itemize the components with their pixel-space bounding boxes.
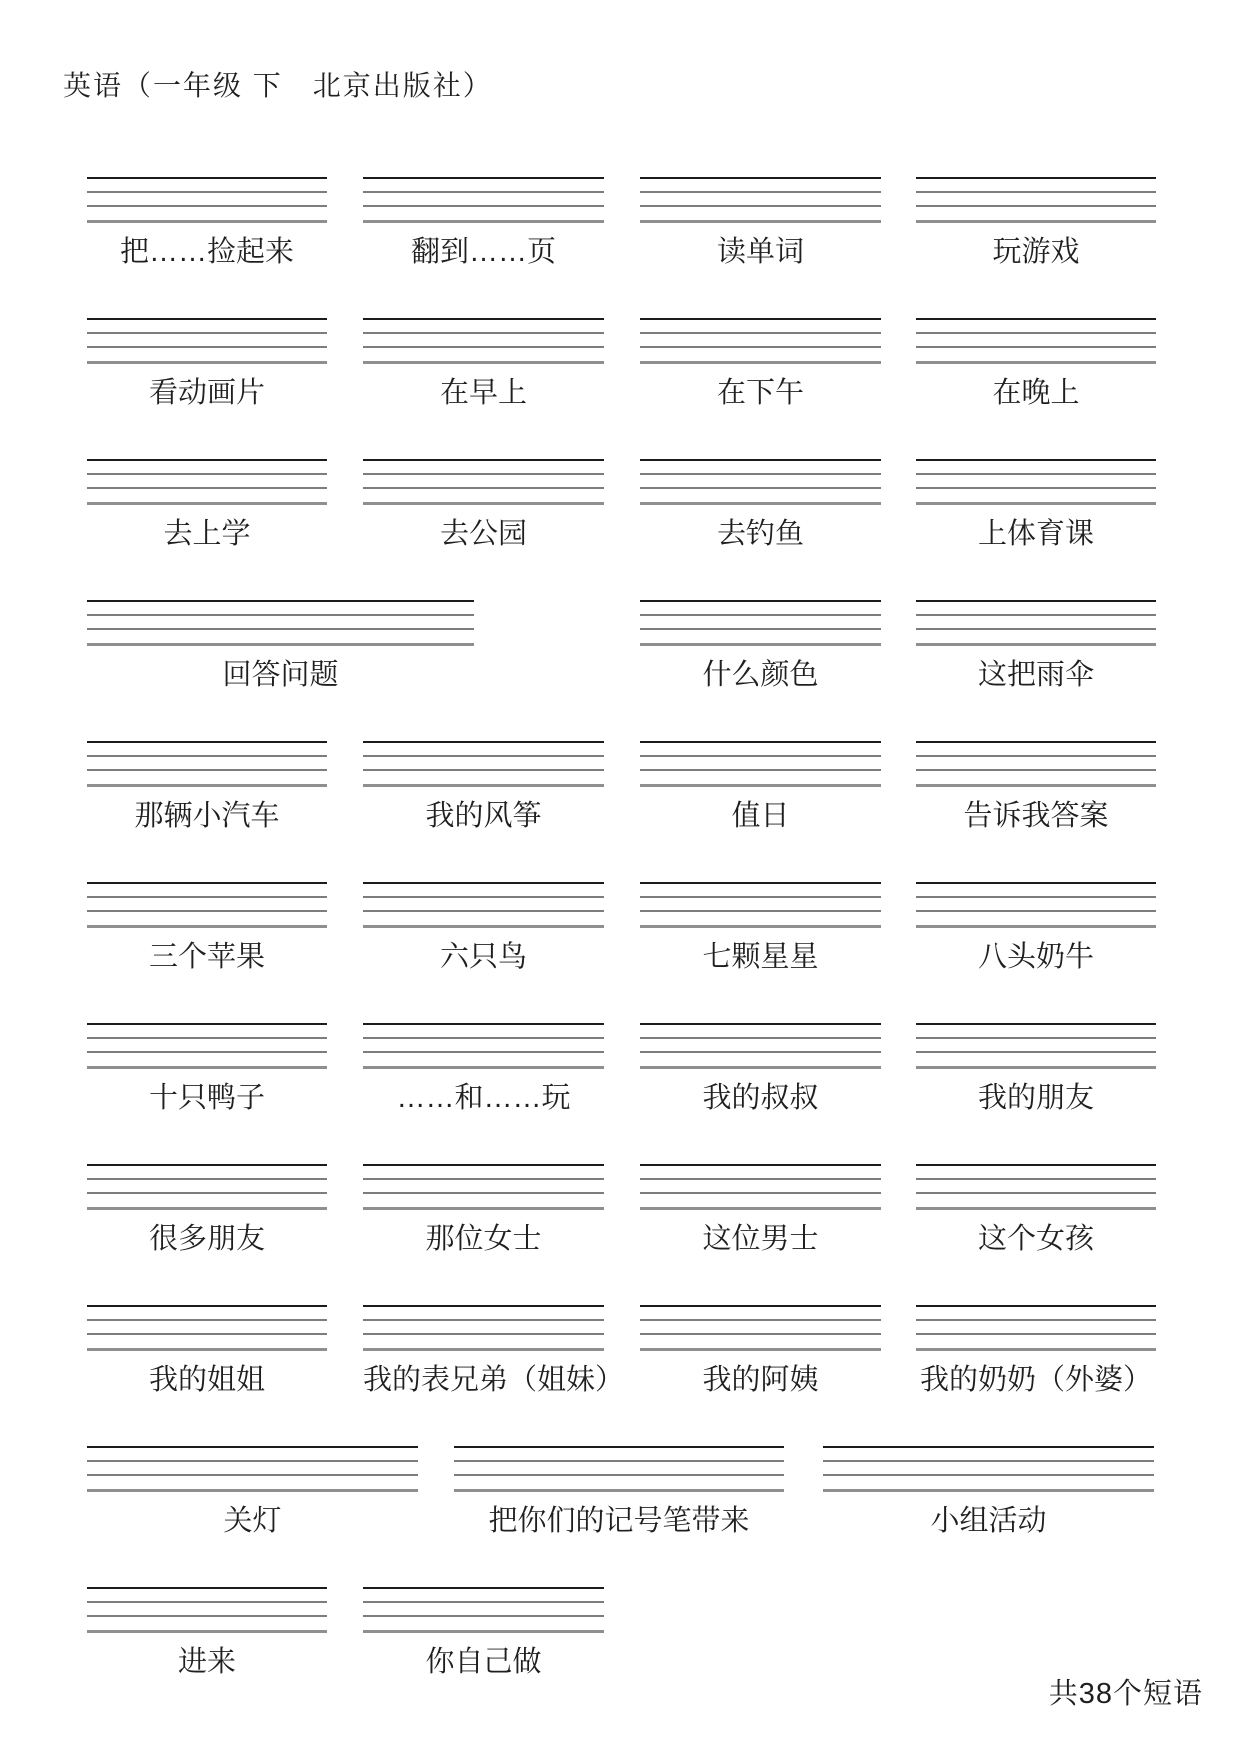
stave-line xyxy=(916,784,1156,787)
stave-line xyxy=(640,910,881,912)
phrase-cell xyxy=(87,177,327,268)
phrase-label: ……和……玩 xyxy=(396,1082,571,1114)
stave-line xyxy=(87,1348,327,1351)
handwriting-lines xyxy=(823,1446,1154,1492)
stave-line xyxy=(363,1164,604,1166)
stave-line xyxy=(640,784,881,787)
phrase-label: 这把雨伞 xyxy=(977,659,1094,691)
phrase-cell xyxy=(916,882,1156,973)
stave-line xyxy=(640,1066,881,1069)
phrase-label: 六只鸟 xyxy=(439,941,527,973)
stave-line xyxy=(87,1319,327,1321)
phrase-label: 七颗星星 xyxy=(702,941,819,973)
handwriting-lines xyxy=(87,741,327,787)
stave-line xyxy=(87,220,327,223)
phrase-cell xyxy=(640,741,881,832)
phrase-cell xyxy=(916,318,1156,409)
stave-line xyxy=(87,1305,327,1307)
stave-line xyxy=(640,459,881,461)
stave-line xyxy=(640,1333,881,1335)
stave-line xyxy=(916,769,1156,771)
phrase-cell xyxy=(87,1305,327,1396)
handwriting-lines xyxy=(640,318,881,364)
stave-line xyxy=(916,1037,1156,1039)
stave-line xyxy=(916,1207,1156,1210)
handwriting-lines xyxy=(640,1305,881,1351)
stave-line xyxy=(916,910,1156,912)
stave-line xyxy=(916,741,1156,743)
stave-line xyxy=(87,459,327,461)
phrase-cell xyxy=(640,318,881,409)
stave-line xyxy=(640,755,881,757)
phrase-cell xyxy=(916,1023,1156,1114)
handwriting-lines xyxy=(916,1164,1156,1210)
stave-line xyxy=(640,473,881,475)
stave-line xyxy=(363,487,604,489)
stave-line xyxy=(916,1348,1156,1351)
stave-line xyxy=(916,1319,1156,1321)
phrase-row xyxy=(0,600,1242,712)
stave-line xyxy=(87,1489,418,1492)
handwriting-lines xyxy=(916,741,1156,787)
stave-line xyxy=(916,755,1156,757)
stave-line xyxy=(87,1192,327,1194)
phrase-label: 把你们的记号笔带来 xyxy=(488,1505,750,1537)
stave-line xyxy=(363,882,604,884)
stave-line xyxy=(640,614,881,616)
phrase-label: 那辆小汽车 xyxy=(134,800,280,832)
stave-line xyxy=(916,220,1156,223)
handwriting-lines xyxy=(363,1023,604,1069)
stave-line xyxy=(640,191,881,193)
stave-line xyxy=(87,784,327,787)
stave-line xyxy=(363,177,604,179)
phrase-row xyxy=(0,882,1242,994)
phrase-label: 三个苹果 xyxy=(148,941,265,973)
stave-line xyxy=(87,1037,327,1039)
handwriting-lines xyxy=(916,600,1156,646)
phrase-label: 看动画片 xyxy=(148,377,265,409)
handwriting-lines xyxy=(640,1164,881,1210)
phrase-label: 去上学 xyxy=(163,518,251,550)
stave-line xyxy=(916,600,1156,602)
phrase-cell xyxy=(363,882,604,973)
stave-line xyxy=(823,1474,1154,1476)
stave-line xyxy=(87,925,327,928)
phrase-count-note: 共38个短语 xyxy=(1048,1678,1203,1710)
stave-line xyxy=(87,1023,327,1025)
handwriting-lines xyxy=(87,1164,327,1210)
stave-line xyxy=(916,896,1156,898)
phrase-cell xyxy=(640,1164,881,1255)
stave-line xyxy=(363,346,604,348)
stave-line xyxy=(87,896,327,898)
phrase-row xyxy=(0,1023,1242,1135)
handwriting-lines xyxy=(454,1446,784,1492)
phrase-label: 关灯 xyxy=(223,1505,282,1537)
handwriting-lines xyxy=(916,177,1156,223)
stave-line xyxy=(87,643,474,646)
handwriting-lines xyxy=(640,1023,881,1069)
stave-line xyxy=(363,1348,604,1351)
stave-line xyxy=(87,1333,327,1335)
phrase-cell xyxy=(916,1164,1156,1255)
phrase-label: 翻到……页 xyxy=(410,236,556,268)
stave-line xyxy=(916,614,1156,616)
stave-line xyxy=(823,1446,1154,1448)
stave-line xyxy=(916,332,1156,334)
phrase-label: 去钓鱼 xyxy=(716,518,804,550)
stave-line xyxy=(87,1207,327,1210)
stave-line xyxy=(363,1333,604,1335)
phrase-row xyxy=(0,1446,1242,1558)
phrase-label: 我的表兄弟（姐妹） xyxy=(363,1364,625,1396)
stave-line xyxy=(916,628,1156,630)
handwriting-lines xyxy=(363,318,604,364)
stave-line xyxy=(640,896,881,898)
handwriting-lines xyxy=(916,318,1156,364)
phrase-cell xyxy=(916,177,1156,268)
stave-line xyxy=(363,473,604,475)
phrase-cell xyxy=(87,882,327,973)
phrase-cell xyxy=(916,600,1156,691)
stave-line xyxy=(640,600,881,602)
stave-line xyxy=(87,1446,418,1448)
phrase-cell xyxy=(916,741,1156,832)
phrase-cell xyxy=(87,1446,418,1537)
stave-line xyxy=(640,487,881,489)
phrase-label: 我的奶奶（外婆） xyxy=(919,1364,1152,1396)
stave-line xyxy=(640,220,881,223)
phrase-label: 回答问题 xyxy=(222,659,339,691)
phrase-label: 那位女士 xyxy=(425,1223,542,1255)
phrase-label: 我的姐姐 xyxy=(148,1364,265,1396)
stave-line xyxy=(363,220,604,223)
phrase-cell xyxy=(916,1305,1156,1396)
phrase-cell xyxy=(640,459,881,550)
stave-line xyxy=(916,1164,1156,1166)
stave-line xyxy=(916,191,1156,193)
stave-line xyxy=(87,361,327,364)
stave-line xyxy=(87,487,327,489)
handwriting-lines xyxy=(87,1587,327,1633)
phrase-label: 这个女孩 xyxy=(977,1223,1094,1255)
phrase-cell xyxy=(640,1023,881,1114)
stave-line xyxy=(916,502,1156,505)
stave-line xyxy=(454,1446,784,1448)
phrase-cell xyxy=(363,459,604,550)
stave-line xyxy=(87,318,327,320)
stave-line xyxy=(87,332,327,334)
stave-line xyxy=(87,1615,327,1617)
stave-line xyxy=(363,755,604,757)
phrase-label: 值日 xyxy=(731,800,790,832)
stave-line xyxy=(363,205,604,207)
phrase-cell xyxy=(87,741,327,832)
phrase-cell xyxy=(87,1587,327,1678)
phrase-cell xyxy=(916,459,1156,550)
phrase-label: 在下午 xyxy=(716,377,804,409)
phrase-cell xyxy=(363,1023,604,1114)
stave-line xyxy=(363,191,604,193)
phrase-label: 在晚上 xyxy=(992,377,1080,409)
stave-line xyxy=(87,1587,327,1589)
phrase-cell xyxy=(363,1305,625,1396)
phrase-row xyxy=(0,1305,1242,1417)
stave-line xyxy=(916,1178,1156,1180)
phrase-label: 读单词 xyxy=(716,236,804,268)
phrase-label: 这位男士 xyxy=(702,1223,819,1255)
handwriting-lines xyxy=(640,741,881,787)
stave-line xyxy=(363,896,604,898)
handwriting-lines xyxy=(87,600,474,646)
handwriting-lines xyxy=(916,882,1156,928)
stave-line xyxy=(916,459,1156,461)
phrase-row xyxy=(0,177,1242,289)
phrase-row xyxy=(0,318,1242,430)
stave-line xyxy=(916,1192,1156,1194)
phrase-label: 你自己做 xyxy=(425,1646,542,1678)
phrase-cell xyxy=(87,600,474,691)
phrase-row xyxy=(0,1164,1242,1276)
phrase-cell xyxy=(87,459,327,550)
stave-line xyxy=(363,318,604,320)
stave-line xyxy=(87,882,327,884)
stave-line xyxy=(454,1489,784,1492)
stave-line xyxy=(363,1319,604,1321)
stave-line xyxy=(87,473,327,475)
phrase-label: 我的风筝 xyxy=(425,800,542,832)
stave-line xyxy=(640,1319,881,1321)
phrase-cell xyxy=(87,1164,327,1255)
phrase-cell xyxy=(87,318,327,409)
stave-line xyxy=(640,769,881,771)
handwriting-lines xyxy=(87,177,327,223)
stave-line xyxy=(916,346,1156,348)
stave-line xyxy=(363,910,604,912)
phrase-row xyxy=(0,741,1242,853)
stave-line xyxy=(916,473,1156,475)
stave-line xyxy=(640,1207,881,1210)
stave-line xyxy=(916,1305,1156,1307)
stave-line xyxy=(640,205,881,207)
phrase-label: 在早上 xyxy=(439,377,527,409)
stave-line xyxy=(640,1178,881,1180)
phrase-label: 玩游戏 xyxy=(992,236,1080,268)
phrase-label: 八头奶牛 xyxy=(977,941,1094,973)
stave-line xyxy=(916,1051,1156,1053)
phrase-label: 我的阿姨 xyxy=(702,1364,819,1396)
handwriting-lines xyxy=(87,318,327,364)
stave-line xyxy=(87,910,327,912)
stave-line xyxy=(640,332,881,334)
stave-line xyxy=(916,205,1156,207)
phrase-label: 告诉我答案 xyxy=(963,800,1109,832)
stave-line xyxy=(363,1037,604,1039)
stave-line xyxy=(87,205,327,207)
stave-line xyxy=(640,1348,881,1351)
stave-line xyxy=(87,769,327,771)
phrase-label: 我的朋友 xyxy=(977,1082,1094,1114)
stave-line xyxy=(916,361,1156,364)
stave-line xyxy=(916,1066,1156,1069)
handwriting-lines xyxy=(363,459,604,505)
stave-line xyxy=(640,1023,881,1025)
handwriting-lines xyxy=(363,1164,604,1210)
phrase-label: 很多朋友 xyxy=(148,1223,265,1255)
stave-line xyxy=(916,1333,1156,1335)
stave-line xyxy=(363,1178,604,1180)
stave-line xyxy=(640,882,881,884)
stave-line xyxy=(823,1489,1154,1492)
stave-line xyxy=(363,1066,604,1069)
handwriting-lines xyxy=(640,882,881,928)
phrase-cell xyxy=(87,1023,327,1114)
stave-line xyxy=(916,177,1156,179)
stave-line xyxy=(87,1460,418,1462)
handwriting-lines xyxy=(363,882,604,928)
stave-line xyxy=(640,628,881,630)
handwriting-lines xyxy=(363,177,604,223)
handwriting-lines xyxy=(363,1587,604,1633)
stave-line xyxy=(640,1037,881,1039)
handwriting-lines xyxy=(87,459,327,505)
handwriting-lines xyxy=(916,1023,1156,1069)
stave-line xyxy=(640,1305,881,1307)
stave-line xyxy=(363,332,604,334)
stave-line xyxy=(640,346,881,348)
phrase-label: 小组活动 xyxy=(930,1505,1047,1537)
stave-line xyxy=(363,1192,604,1194)
handwriting-lines xyxy=(640,177,881,223)
handwriting-lines xyxy=(87,1023,327,1069)
stave-line xyxy=(640,643,881,646)
stave-line xyxy=(87,628,474,630)
phrase-label: 十只鸭子 xyxy=(148,1082,265,1114)
stave-line xyxy=(363,1601,604,1603)
phrase-cell xyxy=(640,600,881,691)
handwriting-lines xyxy=(363,741,604,787)
stave-line xyxy=(454,1460,784,1462)
stave-line xyxy=(363,1615,604,1617)
stave-line xyxy=(454,1474,784,1476)
phrase-cell xyxy=(454,1446,784,1537)
phrase-cell xyxy=(640,177,881,268)
stave-line xyxy=(640,502,881,505)
phrase-label: 把……捡起来 xyxy=(119,236,294,268)
stave-line xyxy=(87,1164,327,1166)
stave-line xyxy=(363,1051,604,1053)
handwriting-lines xyxy=(363,1305,604,1351)
stave-line xyxy=(363,1305,604,1307)
phrase-label: 我的叔叔 xyxy=(702,1082,819,1114)
handwriting-lines xyxy=(87,1446,418,1492)
page-title: 英语（一年级 下 北京出版社） xyxy=(63,70,493,101)
stave-line xyxy=(87,502,327,505)
stave-line xyxy=(87,1066,327,1069)
stave-line xyxy=(87,1601,327,1603)
stave-line xyxy=(823,1460,1154,1462)
stave-line xyxy=(363,741,604,743)
stave-line xyxy=(916,643,1156,646)
stave-line xyxy=(363,459,604,461)
phrase-cell xyxy=(363,177,604,268)
stave-line xyxy=(87,614,474,616)
stave-line xyxy=(87,1474,418,1476)
stave-line xyxy=(916,1023,1156,1025)
stave-line xyxy=(916,318,1156,320)
stave-line xyxy=(916,487,1156,489)
stave-line xyxy=(87,600,474,602)
handwriting-lines xyxy=(87,1305,327,1351)
stave-line xyxy=(640,1051,881,1053)
stave-line xyxy=(363,1587,604,1589)
stave-line xyxy=(916,925,1156,928)
stave-line xyxy=(87,191,327,193)
handwriting-lines xyxy=(640,600,881,646)
phrase-cell xyxy=(640,882,881,973)
handwriting-lines xyxy=(916,459,1156,505)
stave-line xyxy=(87,177,327,179)
stave-line xyxy=(363,784,604,787)
stave-line xyxy=(640,361,881,364)
stave-line xyxy=(640,741,881,743)
stave-line xyxy=(363,769,604,771)
phrase-label: 什么颜色 xyxy=(702,659,819,691)
handwriting-lines xyxy=(87,882,327,928)
phrase-cell xyxy=(363,1587,604,1678)
stave-line xyxy=(363,925,604,928)
stave-line xyxy=(363,1023,604,1025)
stave-line xyxy=(87,1051,327,1053)
stave-line xyxy=(363,502,604,505)
stave-line xyxy=(363,361,604,364)
stave-line xyxy=(640,177,881,179)
phrase-row xyxy=(0,459,1242,571)
stave-line xyxy=(87,1630,327,1633)
stave-line xyxy=(87,741,327,743)
stave-line xyxy=(363,1207,604,1210)
phrase-label: 上体育课 xyxy=(977,518,1094,550)
stave-line xyxy=(916,882,1156,884)
stave-line xyxy=(87,755,327,757)
phrase-cell xyxy=(363,1164,604,1255)
handwriting-lines xyxy=(640,459,881,505)
stave-line xyxy=(640,1164,881,1166)
phrase-cell xyxy=(823,1446,1154,1537)
phrase-label: 进来 xyxy=(177,1646,236,1678)
phrase-label: 去公园 xyxy=(439,518,527,550)
stave-line xyxy=(87,1178,327,1180)
phrase-cell xyxy=(363,318,604,409)
stave-line xyxy=(640,925,881,928)
stave-line xyxy=(363,1630,604,1633)
phrase-cell xyxy=(363,741,604,832)
stave-line xyxy=(640,1192,881,1194)
stave-line xyxy=(87,346,327,348)
stave-line xyxy=(640,318,881,320)
phrase-cell xyxy=(640,1305,881,1396)
handwriting-lines xyxy=(916,1305,1156,1351)
